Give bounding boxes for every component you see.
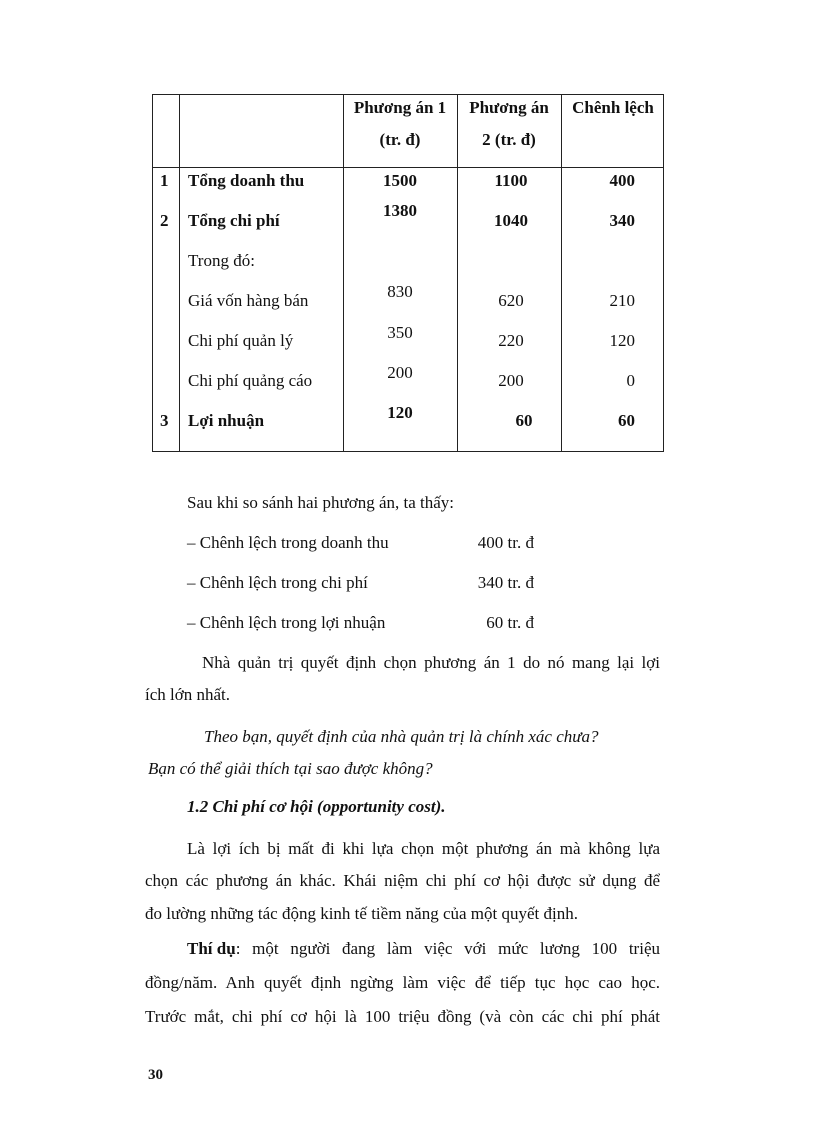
comparison-intro: Sau khi so sánh hai phương án, ta thấy: <box>187 493 455 512</box>
row-pa2: 60 <box>515 411 533 430</box>
example-label: Thí dụ <box>187 939 236 958</box>
row-number: 1 <box>160 171 169 190</box>
question-line-1: Theo bạn, quyết định của nhà quản trị là chính xác chưa? <box>204 727 599 746</box>
comparison-item-value: 60 tr. đ <box>486 613 534 632</box>
row-diff: 60 <box>618 411 635 430</box>
header-pa1-line2: (tr. đ) <box>379 130 421 149</box>
row-number: 3 <box>160 411 169 430</box>
definition-line-2: chọn các phương án khác. Khái niệm chi phí cơ hội được sử dụng để <box>145 871 660 890</box>
table-col-divider <box>561 95 562 451</box>
header-pa2-line1: Phương án <box>469 98 549 117</box>
row-label: Tổng chi phí <box>188 211 280 230</box>
comparison-item-value: 340 tr. đ <box>477 573 534 592</box>
row-pa1: 350 <box>387 323 413 342</box>
comparison-item-label: – Chênh lệch trong doanh thu <box>187 533 389 552</box>
row-label: Chi phí quảng cáo <box>188 371 313 390</box>
comparison-item-value: 400 tr. đ <box>477 533 534 552</box>
example-line-1 <box>187 938 660 960</box>
question-line-2: Bạn có thể giải thích tại sao được không? <box>148 759 433 778</box>
example-line-1-text: : một người đang làm việc với mức lương 100 triệu <box>235 939 660 958</box>
page-number: 30 <box>148 1067 163 1083</box>
header-pa2-line2: 2 (tr. đ) <box>482 130 536 149</box>
row-label: Lợi nhuận <box>188 411 265 430</box>
row-diff: 0 <box>626 371 635 390</box>
comparison-item-label: – Chênh lệch trong chi phí <box>187 573 368 592</box>
header-pa1-line1: Phương án 1 <box>353 98 447 117</box>
row-diff: 400 <box>609 171 635 190</box>
row-pa1: 200 <box>387 363 413 382</box>
row-diff: 210 <box>609 291 635 310</box>
example-line-2: đồng/năm. Anh quyết định ngừng làm việc để tiếp tục học cao học. <box>145 973 660 992</box>
row-pa2: 1040 <box>494 211 528 230</box>
row-label: Giá vốn hàng bán <box>188 291 309 310</box>
row-label: Tổng doanh thu <box>188 171 305 190</box>
row-pa1: 1500 <box>383 171 417 190</box>
row-label: Trong đó: <box>188 251 255 270</box>
table-header-divider <box>153 167 663 168</box>
row-number: 2 <box>160 211 169 230</box>
row-diff: 120 <box>609 331 635 350</box>
comparison-item-label: – Chênh lệch trong lợi nhuận <box>187 613 386 632</box>
row-pa2: 200 <box>498 371 524 390</box>
row-label: Chi phí quản lý <box>188 331 294 350</box>
example-line-3: Trước mắt, chi phí cơ hội là 100 triệu đồng (và còn các chi phí phát <box>145 1007 660 1026</box>
row-pa2: 620 <box>498 291 524 310</box>
header-diff: Chênh lệch <box>572 98 654 117</box>
decision-line-1: Nhà quản trị quyết định chọn phương án 1 do nó mang lại lợi <box>202 653 660 672</box>
section-heading: 1.2 Chi phí cơ hội (opportunity cost). <box>187 797 446 816</box>
decision-line-2: ích lớn nhất. <box>145 685 230 704</box>
row-pa1: 120 <box>387 403 413 422</box>
row-pa2: 1100 <box>494 171 528 190</box>
row-pa1: 830 <box>387 282 413 301</box>
table-col-divider <box>179 95 180 451</box>
row-pa2: 220 <box>498 331 524 350</box>
row-diff: 340 <box>609 211 635 230</box>
row-pa1: 1380 <box>383 201 417 220</box>
definition-line-3: đo lường những tác động kinh tế tiềm năng của một quyết định. <box>145 904 578 923</box>
definition-line-1: Là lợi ích bị mất đi khi lựa chọn một phương án mà không lựa <box>187 839 660 858</box>
comparison-table <box>152 94 664 452</box>
